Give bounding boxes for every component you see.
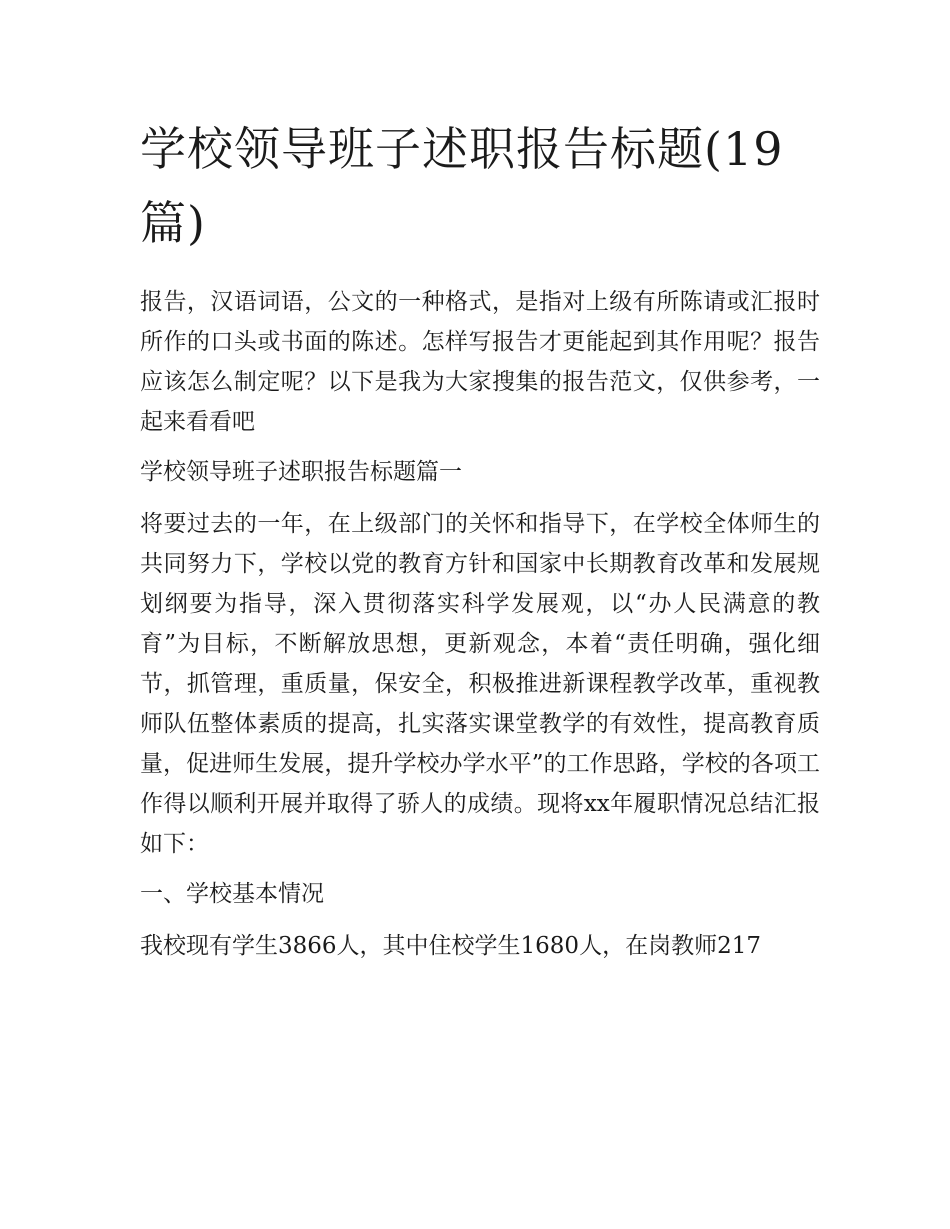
intro-paragraph: 报告，汉语词语，公文的一种格式，是指对上级有所陈请或汇报时所作的口头或书面的陈述。怎样写报告才更能起到其作用呢？报告应该怎么制定呢？以下是我为大家搜集的报告范文，仅供参考，一起来看看吧 [140,289,820,435]
section-paragraph: 将要过去的一年，在上级部门的关怀和指导下，在学校全体师生的共同努力下，学校以党的教育方针和国家中长期教育改革和发展规划纲要为指导，深入贯彻落实科学发展观，以“办人民满意的教育”为目标，不断解放思想，更新观念，本着“责任明确，强化细节，抓管理，重质量，保安全，积极推进新课程教学改革，重视教师队伍整体素质的提高，扎实落实课堂教学的有效性，提高教育质量，促进师生发展，提升学校办学水平”的工作思路，学校的各项工作得以顺利开展并取得了骄人的成绩。现将xx年履职情况总结汇报如下： [140,511,820,857]
subheading: 一、学校基本情况 [140,881,324,907]
document-title: 学校领导班子述职报告标题(19篇) [140,122,784,250]
section-heading: 学校领导班子述职报告标题篇一 [140,459,462,485]
body-paragraph: 我校现有学生3866人，其中住校学生1680人，在岗教师217 [140,933,761,959]
document-body [140,282,820,976]
